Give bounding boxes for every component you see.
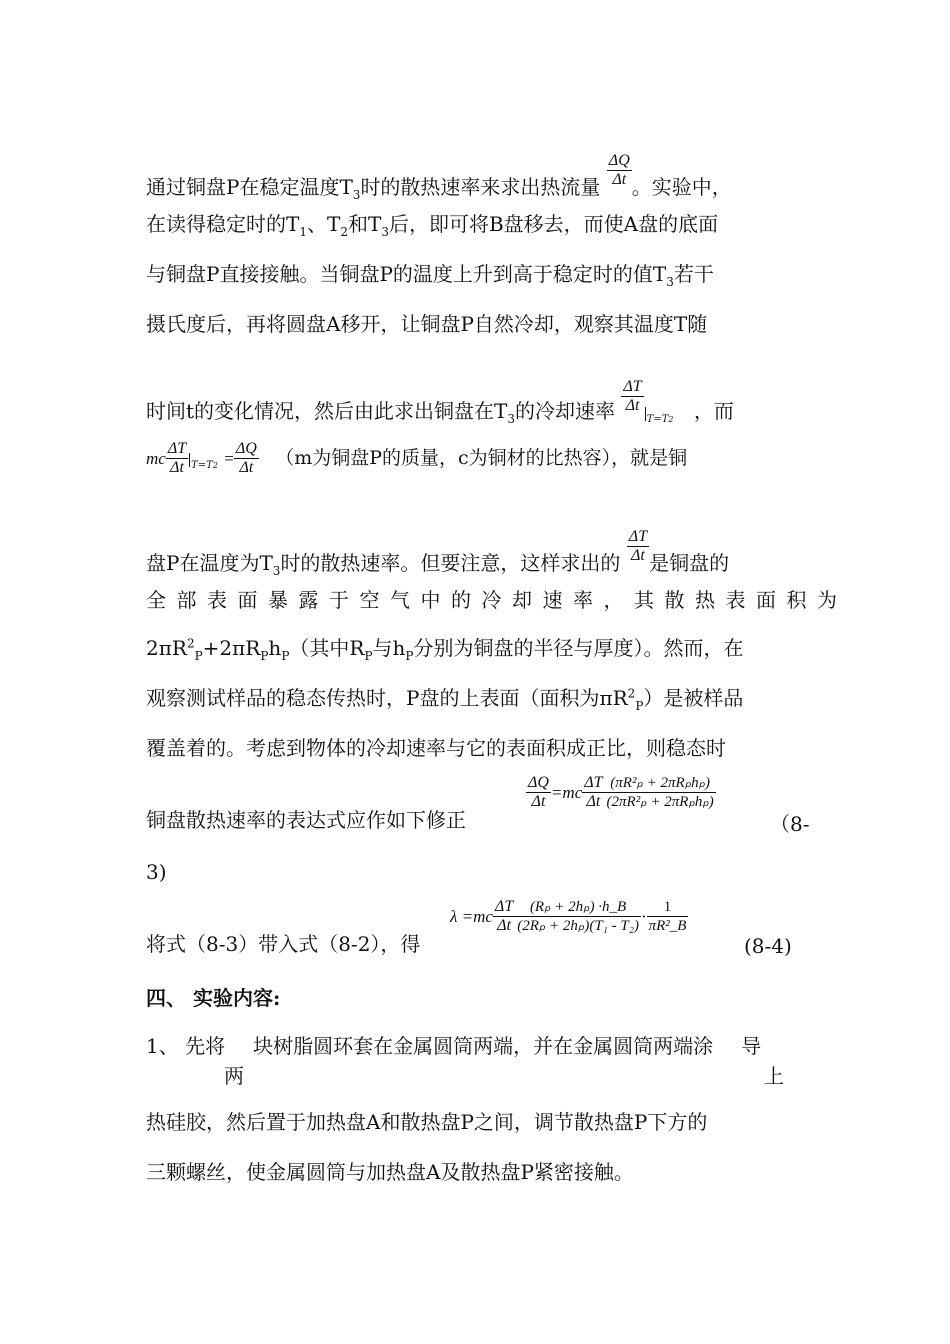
fraction-one-over-area: $\frac{1}{\text{πR²\_B}}$ bbox=[648, 899, 687, 934]
paragraph-line-9: $2\pi R^2_P+2\pi R_Ph_P$（其中$R_P$与$h_P$分别为铜盘的半径与厚度）。然而，在 bbox=[146, 636, 744, 663]
paragraph-line-13: 3) bbox=[146, 860, 167, 884]
fraction-dq-dt-2: $\frac{\Delta Q}{\Delta t}$ bbox=[235, 440, 257, 476]
paragraph-line-3: 与铜盘P直接接触。当铜盘P的温度上升到高于稳定时的值$T_3$若干 bbox=[146, 262, 714, 289]
formula-label-8-3: （8- bbox=[770, 812, 810, 836]
fraction-dt-dt-2: $\frac{\Delta T}{\Delta t}$ bbox=[167, 440, 187, 476]
fraction-area-ratio: $\frac{\text{(πR²ₚ + 2πRₚhₚ)}}{\text{(2πR²ₚ + 2πRₚhₚ)}}$ bbox=[606, 775, 714, 810]
paragraph-line-12: 铜盘散热速率的表达式应作如下修正 bbox=[146, 808, 466, 832]
step-1-line-1: 1、 先将 块树脂圆环套在金属圆筒两端，并在金属圆筒两端涂 导 bbox=[146, 1034, 762, 1058]
paragraph-line-1: 通过铜盘P在稳定温度$T_3$时的散热速率来求出热流量 $\frac{\Delta Q}{\Delta t}$ 。实验中， bbox=[146, 152, 732, 202]
step-1-line-2: 热硅胶，然后置于加热盘A和散热盘P之间，调节散热盘P下方的 bbox=[146, 1110, 708, 1134]
fraction-dt-dt-5: $\frac{\Delta T}{\Delta t}$ bbox=[494, 898, 514, 934]
paragraph-line-4: 摄氏度后，再将圆盘A移开，让铜盘P自然冷却，观察其温度T随 bbox=[146, 312, 708, 336]
paragraph-line-14: 将式（8-3）带入式（8-2），得 bbox=[146, 932, 421, 956]
paragraph-line-10: 观察测试样品的稳态传热时，P盘的上表面（面积为$\pi R^2_P$）是被样品 bbox=[146, 686, 744, 713]
formula-8-4: λ =mc $\frac{\Delta T}{\Delta t}$ $\frac{\text{(Rₚ + 2hₚ) ·h\_B}}{\text{(2Rₚ + 2hₚ)(T₁ - T₂)}}$ · $\frac{1}{\text{πR²\_B}}$ bbox=[450, 898, 687, 934]
fraction-dt-dt-4: $\frac{\Delta T}{\Delta t}$ bbox=[584, 774, 603, 810]
paragraph-line-11: 覆盖着的。考虑到物体的冷却速率与它的表面积成正比，则稳态时 bbox=[146, 736, 726, 760]
formula-label-8-4: (8-4) bbox=[744, 934, 792, 958]
section-heading: 四、 实验内容: bbox=[146, 986, 281, 1010]
formula-8-3: $\frac{\Delta Q}{\Delta t}$ =mc $\frac{\Delta T}{\Delta t}$ $\frac{\text{(πR²ₚ + 2πRₚhₚ)}}{\text{(2πR²ₚ + 2πRₚhₚ)}}$ bbox=[528, 774, 714, 810]
step-1-line-3: 三颗螺丝，使金属圆筒与加热盘A及散热盘P紧密接触。 bbox=[146, 1160, 634, 1184]
paragraph-line-5: 时间t的变化情况，然后由此求出铜盘在$T_3$的冷却速率 $\frac{\Delta T}{\Delta t}$ $_{T=T2}$ ，而 bbox=[146, 378, 734, 426]
fraction-dq-dt-3: $\frac{\Delta Q}{\Delta t}$ bbox=[528, 774, 549, 810]
fraction-dt-dt: $\frac{\Delta T}{\Delta t}$ bbox=[623, 378, 642, 414]
fraction-conductivity: $\frac{\text{(Rₚ + 2hₚ) ·h\_B}}{\text{(2Rₚ + 2hₚ)(T₁ - T₂)}}$ bbox=[517, 899, 639, 934]
paragraph-line-6: mc $\frac{\Delta T}{\Delta t}$ $_{T=T2}$ = $\frac{\Delta Q}{\Delta t}$ （m为铜盘P的质量，c为铜材的比热容），就是铜 bbox=[146, 440, 688, 476]
step-1-inline-two: 两 bbox=[224, 1064, 244, 1088]
paragraph-line-7: 盘P在温度为$T_3$时的散热速率。但要注意，这样求出的 $\frac{\Delta T}{\Delta t}$ 是铜盘的 bbox=[146, 528, 730, 578]
step-1-inline-top: 上 bbox=[764, 1064, 784, 1088]
fraction-dt-dt-3: $\frac{\Delta T}{\Delta t}$ bbox=[628, 528, 648, 564]
paragraph-line-8: 全部表面暴露于空气中的冷却速率，其散热表面积为 bbox=[146, 588, 848, 612]
fraction-dq-dt: $\frac{\Delta Q}{\Delta t}$ bbox=[608, 152, 630, 188]
paragraph-line-2: 在读得稳定时的$T_1$、$T_2$和$T_3$后，即可将B盘移去，而使A盘的底面 bbox=[146, 212, 719, 239]
